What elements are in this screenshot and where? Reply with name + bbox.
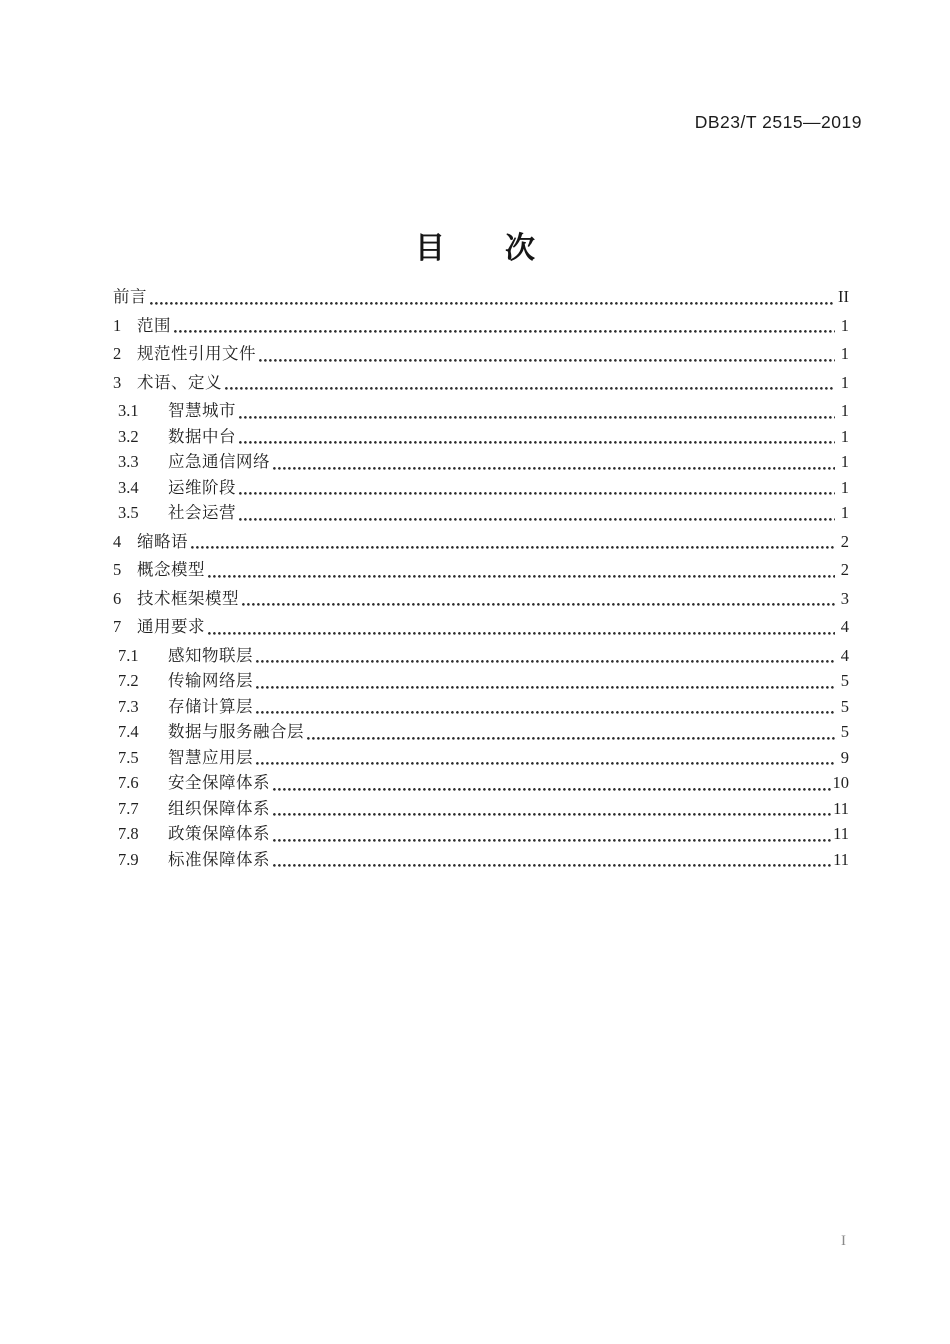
toc-entry-number: 5 (113, 560, 122, 579)
toc-entry-number: 3.1 (118, 401, 139, 420)
toc-entry-number: 7.9 (118, 849, 139, 869)
toc-entry (113, 529, 849, 555)
toc-entry-page: 1 (840, 452, 849, 471)
page-number: I (841, 1233, 846, 1249)
toc-entry-page: 9 (840, 747, 849, 767)
toc-entry-label: 智慧应用层 (168, 747, 253, 767)
toc-entry-page: 1 (840, 477, 849, 497)
toc-entry (113, 475, 849, 501)
toc-entry-label: 社会运营 (168, 503, 236, 522)
toc-entry (113, 557, 849, 583)
toc-entry-number: 7.8 (118, 824, 139, 843)
toc-entry-number: 7.6 (118, 773, 139, 792)
toc-entry-page: 1 (840, 503, 849, 522)
toc-entry-label: 感知物联层 (168, 645, 253, 665)
toc-entry (113, 614, 849, 640)
toc-entry-number: 7 (113, 617, 122, 636)
toc-entry-number: 3.3 (118, 452, 139, 471)
toc-entry (113, 341, 849, 367)
toc-list (113, 281, 849, 872)
toc-entry-number: 7.5 (118, 747, 139, 767)
toc-entry-number: 7.4 (118, 722, 139, 741)
toc-entry-page: 1 (840, 401, 849, 420)
toc-entry-number: 7.7 (118, 798, 139, 818)
toc-entry-label: 传输网络层 (168, 671, 253, 690)
toc-entry (113, 821, 849, 847)
toc-entry-page: II (838, 287, 849, 306)
toc-entry (113, 398, 849, 424)
toc-entry-label: 标准保障体系 (168, 849, 270, 869)
toc-entry-label: 通用要求 (137, 617, 205, 636)
toc-entry-label: 术语、定义 (137, 372, 222, 392)
toc-entry-number: 3.2 (118, 426, 139, 446)
toc-entry (113, 770, 849, 796)
toc-entry (113, 745, 849, 771)
toc-entry (113, 424, 849, 450)
toc-entry (113, 796, 849, 822)
toc-entry (113, 586, 849, 612)
toc-entry-page: 5 (840, 671, 849, 690)
toc-entry-number: 1 (113, 315, 122, 335)
toc-entry-label: 数据与服务融合层 (168, 722, 304, 741)
standard-code: DB23/T 2515—2019 (694, 112, 862, 132)
toc-entry-number: 3 (113, 372, 122, 392)
toc-entry-label: 范围 (137, 315, 171, 335)
toc-entry-page: 1 (840, 372, 849, 392)
toc-entry (113, 694, 849, 720)
toc-entry-page: 1 (840, 344, 849, 363)
toc-entry-label: 安全保障体系 (168, 773, 270, 792)
toc-entry-number: 7.3 (118, 696, 139, 716)
toc-entry-number: 3.4 (118, 477, 139, 497)
toc-entry-label: 技术框架模型 (137, 588, 239, 608)
toc-entry (113, 500, 849, 526)
toc-entry-number: 7.1 (118, 645, 139, 665)
toc-entry-label: 缩略语 (137, 531, 188, 551)
toc-entry-number: 6 (113, 588, 122, 608)
toc-entry (113, 313, 849, 339)
toc-entry-label: 运维阶段 (168, 477, 236, 497)
toc-entry-label: 智慧城市 (168, 401, 236, 420)
toc-entry-label: 政策保障体系 (168, 824, 270, 843)
toc-entry-label: 数据中台 (168, 426, 236, 446)
toc-entry-label: 组织保障体系 (168, 798, 270, 818)
toc-entry (113, 643, 849, 669)
toc-entry-page: 11 (833, 824, 849, 843)
toc-entry-page: 4 (840, 617, 849, 636)
toc-entry-label: 规范性引用文件 (137, 344, 256, 363)
toc-entry-page: 11 (833, 798, 849, 818)
toc-entry-page: 5 (840, 722, 849, 741)
toc-entry-page: 4 (840, 645, 849, 665)
page-title: 目 次 (415, 232, 535, 266)
toc-entry (113, 370, 849, 396)
toc-entry-page: 5 (840, 696, 849, 716)
toc-entry-page: 10 (832, 773, 849, 792)
toc-entry-page: 3 (840, 588, 849, 608)
toc-entry-number: 2 (113, 344, 122, 363)
toc-entry-page: 2 (840, 560, 849, 579)
toc-entry-label: 存储计算层 (168, 696, 253, 716)
toc-entry-number: 7.2 (118, 671, 139, 690)
toc-entry-number: 4 (113, 531, 122, 551)
toc-entry-number: 3.5 (118, 503, 139, 522)
toc-entry (113, 668, 849, 694)
toc-entry-label: 概念模型 (137, 560, 205, 579)
toc-entry (113, 847, 849, 873)
toc-entry (113, 719, 849, 745)
toc-entry-page: 11 (833, 849, 849, 869)
toc-entry (113, 284, 849, 310)
toc-entry-page: 2 (840, 531, 849, 551)
toc-entry-label: 前言 (113, 287, 147, 306)
toc-entry-label: 应急通信网络 (168, 452, 270, 471)
toc-entry-page: 1 (840, 315, 849, 335)
toc-entry-page: 1 (840, 426, 849, 446)
toc-entry (113, 449, 849, 475)
